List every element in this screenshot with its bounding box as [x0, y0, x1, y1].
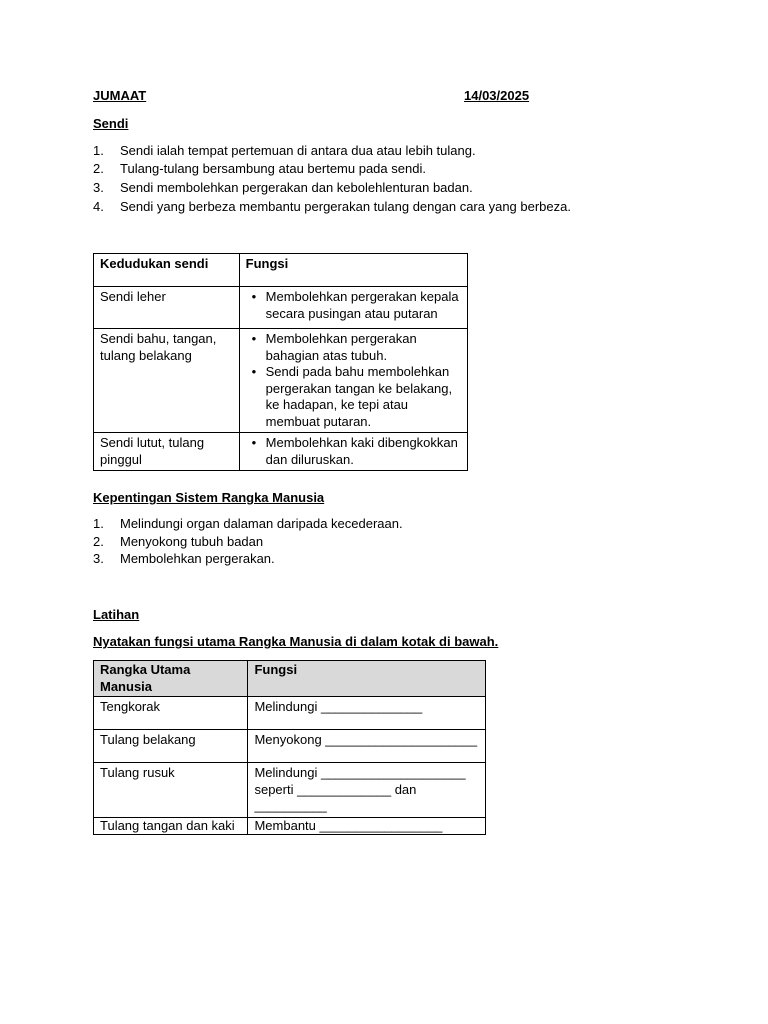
- list-item: 4. Sendi yang berbeza membantu pergerakan tulang dengan cara yang berbeza.: [93, 199, 571, 214]
- table-row: [94, 697, 486, 730]
- answer-cell: Menyokong _____________________: [248, 730, 486, 763]
- answer-cell: Membantu _________________: [248, 817, 486, 835]
- exercise-instruction: Nyatakan fungsi utama Rangka Manusia di dalam kotak di bawah.: [93, 634, 499, 649]
- joints-table: [93, 253, 468, 471]
- joint-position-cell: Sendi lutut, tulang pinggul: [94, 433, 240, 471]
- function-bullet: • Sendi pada bahu membolehkan pergerakan tangan ke belakang, ke hadapan, ke tepi atau membuat putaran.: [266, 364, 461, 430]
- joint-position-cell: Sendi leher: [94, 287, 240, 329]
- table-header-row: [94, 661, 486, 697]
- table-header-cell: Fungsi: [248, 661, 486, 697]
- day-label: JUMAAT: [93, 88, 147, 103]
- table-row: [94, 329, 468, 433]
- list-item: 1. Sendi ialah tempat pertemuan di antara dua atau lebih tulang.: [93, 143, 476, 158]
- answer-line: Melindungi ____________________: [254, 765, 466, 780]
- list-item: 2. Tulang-tulang bersambung atau bertemu pada sendi.: [93, 161, 426, 176]
- table-header-cell: Fungsi: [239, 254, 467, 287]
- list-item: 3. Membolehkan pergerakan.: [93, 551, 275, 566]
- exercise-table: [93, 660, 486, 835]
- table-row: [94, 287, 468, 329]
- table-row: [94, 433, 468, 471]
- table-row: [94, 817, 486, 835]
- date-label: 14/03/2025: [464, 88, 530, 103]
- table-row: [94, 763, 486, 818]
- joint-function-cell: [239, 287, 467, 329]
- function-bullet: • Membolehkan kaki dibengkokkan dan diluruskan.: [266, 435, 461, 468]
- skeleton-part-cell: Tulang tangan dan kaki: [94, 817, 248, 835]
- list-item: 2. Menyokong tubuh badan: [93, 534, 264, 549]
- section-title-kepentingan: Kepentingan Sistem Rangka Manusia: [93, 490, 325, 505]
- function-bullet: • Membolehkan pergerakan kepala secara pusingan atau putaran: [266, 289, 461, 322]
- section-title-latihan: Latihan: [93, 607, 140, 622]
- section-title-sendi: Sendi: [93, 116, 129, 131]
- table-header-cell: Kedudukan sendi: [94, 254, 240, 287]
- answer-cell: Melindungi ______________: [248, 697, 486, 730]
- list-item: 3. Sendi membolehkan pergerakan dan kebolehlenturan badan.: [93, 180, 473, 195]
- list-item: 1. Melindungi organ dalaman daripada kecederaan.: [93, 516, 403, 531]
- table-header-cell: Rangka Utama Manusia: [94, 661, 248, 697]
- function-bullet: • Membolehkan pergerakan bahagian atas tubuh.: [266, 331, 461, 364]
- answer-line: seperti _____________ dan __________: [254, 781, 417, 813]
- table-header-row: [94, 254, 468, 287]
- table-row: [94, 730, 486, 763]
- skeleton-part-cell: Tengkorak: [94, 697, 248, 730]
- skeleton-part-cell: Tulang belakang: [94, 730, 248, 763]
- skeleton-part-cell: Tulang rusuk: [94, 763, 248, 818]
- joint-position-cell: Sendi bahu, tangan, tulang belakang: [94, 329, 240, 433]
- joint-function-cell: [239, 329, 467, 433]
- answer-cell: [248, 763, 486, 818]
- joint-function-cell: [239, 433, 467, 471]
